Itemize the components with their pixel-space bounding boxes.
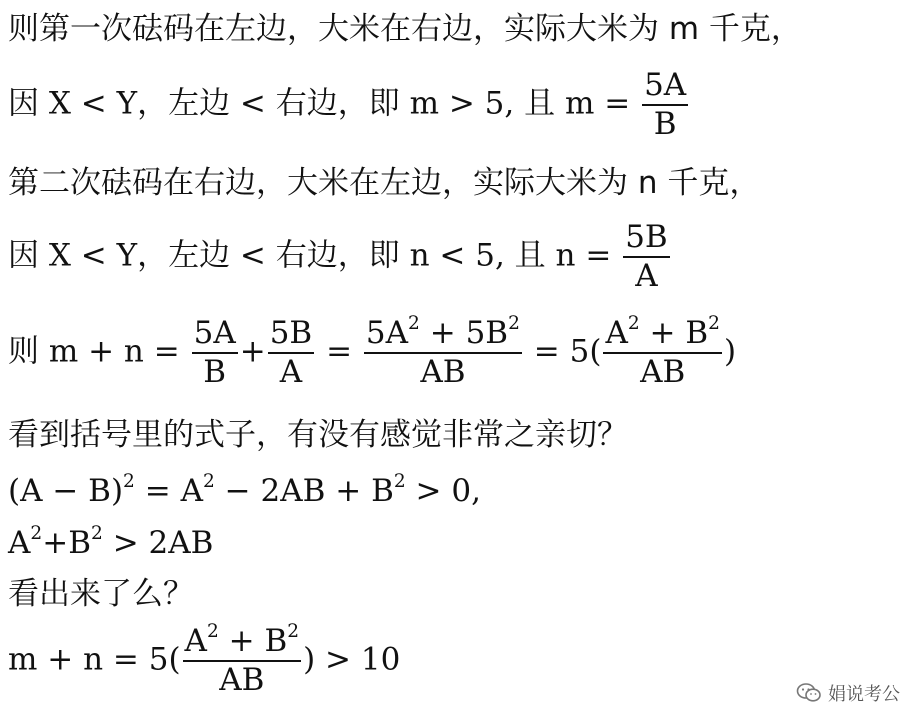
- fraction-denominator: B: [653, 106, 677, 142]
- fraction-denominator: AB: [219, 662, 265, 698]
- line-2: [8, 67, 690, 142]
- fraction-numerator: 5B: [623, 222, 670, 258]
- line-7-expansion: $(A - B)^2 = A^2 - 2AB + B^2 > 0$,: [8, 471, 481, 509]
- fraction-squares-over-ab: [183, 621, 302, 698]
- fraction-numerator: $A^2 + B^2$: [183, 626, 302, 662]
- fraction-combined: [364, 313, 522, 390]
- line-5-sum-equation: [8, 313, 737, 390]
- fraction-5b-over-a: [268, 315, 315, 390]
- fraction-denominator: A: [279, 354, 303, 390]
- fraction-5b-over-a: [623, 219, 670, 294]
- equals-sign: =: [326, 333, 353, 370]
- fraction-5a-over-b: [642, 67, 688, 142]
- factor-five-open: = 5(: [533, 333, 602, 370]
- fraction-denominator: AB: [420, 354, 466, 390]
- line-2-text: 因 X < Y，左边 < 右边，即 m > 5, 且 m =: [8, 85, 631, 122]
- fraction-numerator: 5A: [642, 70, 688, 106]
- fraction-denominator: AB: [640, 354, 686, 390]
- fraction-5a-over-b: [192, 315, 238, 390]
- fraction-denominator: B: [203, 354, 227, 390]
- line-1: 则第一次砝码在左边，大米在右边，实际大米为 m 千克，: [8, 11, 802, 47]
- wechat-icon: [796, 682, 822, 704]
- line-10-suffix: ) > 10: [303, 641, 401, 678]
- line-5-prefix: 则 m + n =: [8, 333, 180, 370]
- plus-sign: +: [239, 333, 266, 370]
- fraction-squares-over-ab: [603, 313, 722, 390]
- watermark: [796, 680, 900, 706]
- line-4: [8, 219, 672, 294]
- fraction-numerator: $5A^2 + 5B^2$: [364, 318, 522, 354]
- line-10-prefix: m + n = 5(: [8, 641, 181, 678]
- line-8-inequality: $A^2+B^2 > 2AB$: [8, 523, 214, 561]
- fraction-numerator: 5A: [192, 318, 238, 354]
- fraction-denominator: A: [635, 258, 658, 294]
- line-6: 看到括号里的式子，有没有感觉非常之亲切？: [8, 417, 628, 453]
- watermark-text: 娟说考公: [828, 684, 900, 705]
- fraction-numerator: 5B: [268, 318, 315, 354]
- line-10-conclusion: [8, 621, 401, 698]
- fraction-numerator: $A^2 + B^2$: [603, 318, 722, 354]
- line-4-text: 因 X < Y，左边 < 右边，即 n < 5, 且 n =: [8, 237, 612, 274]
- line-3: 第二次砝码在右边，大米在左边，实际大米为 n 千克，: [8, 165, 761, 201]
- close-paren: ): [723, 333, 737, 370]
- line-9: 看出来了么？: [8, 576, 194, 612]
